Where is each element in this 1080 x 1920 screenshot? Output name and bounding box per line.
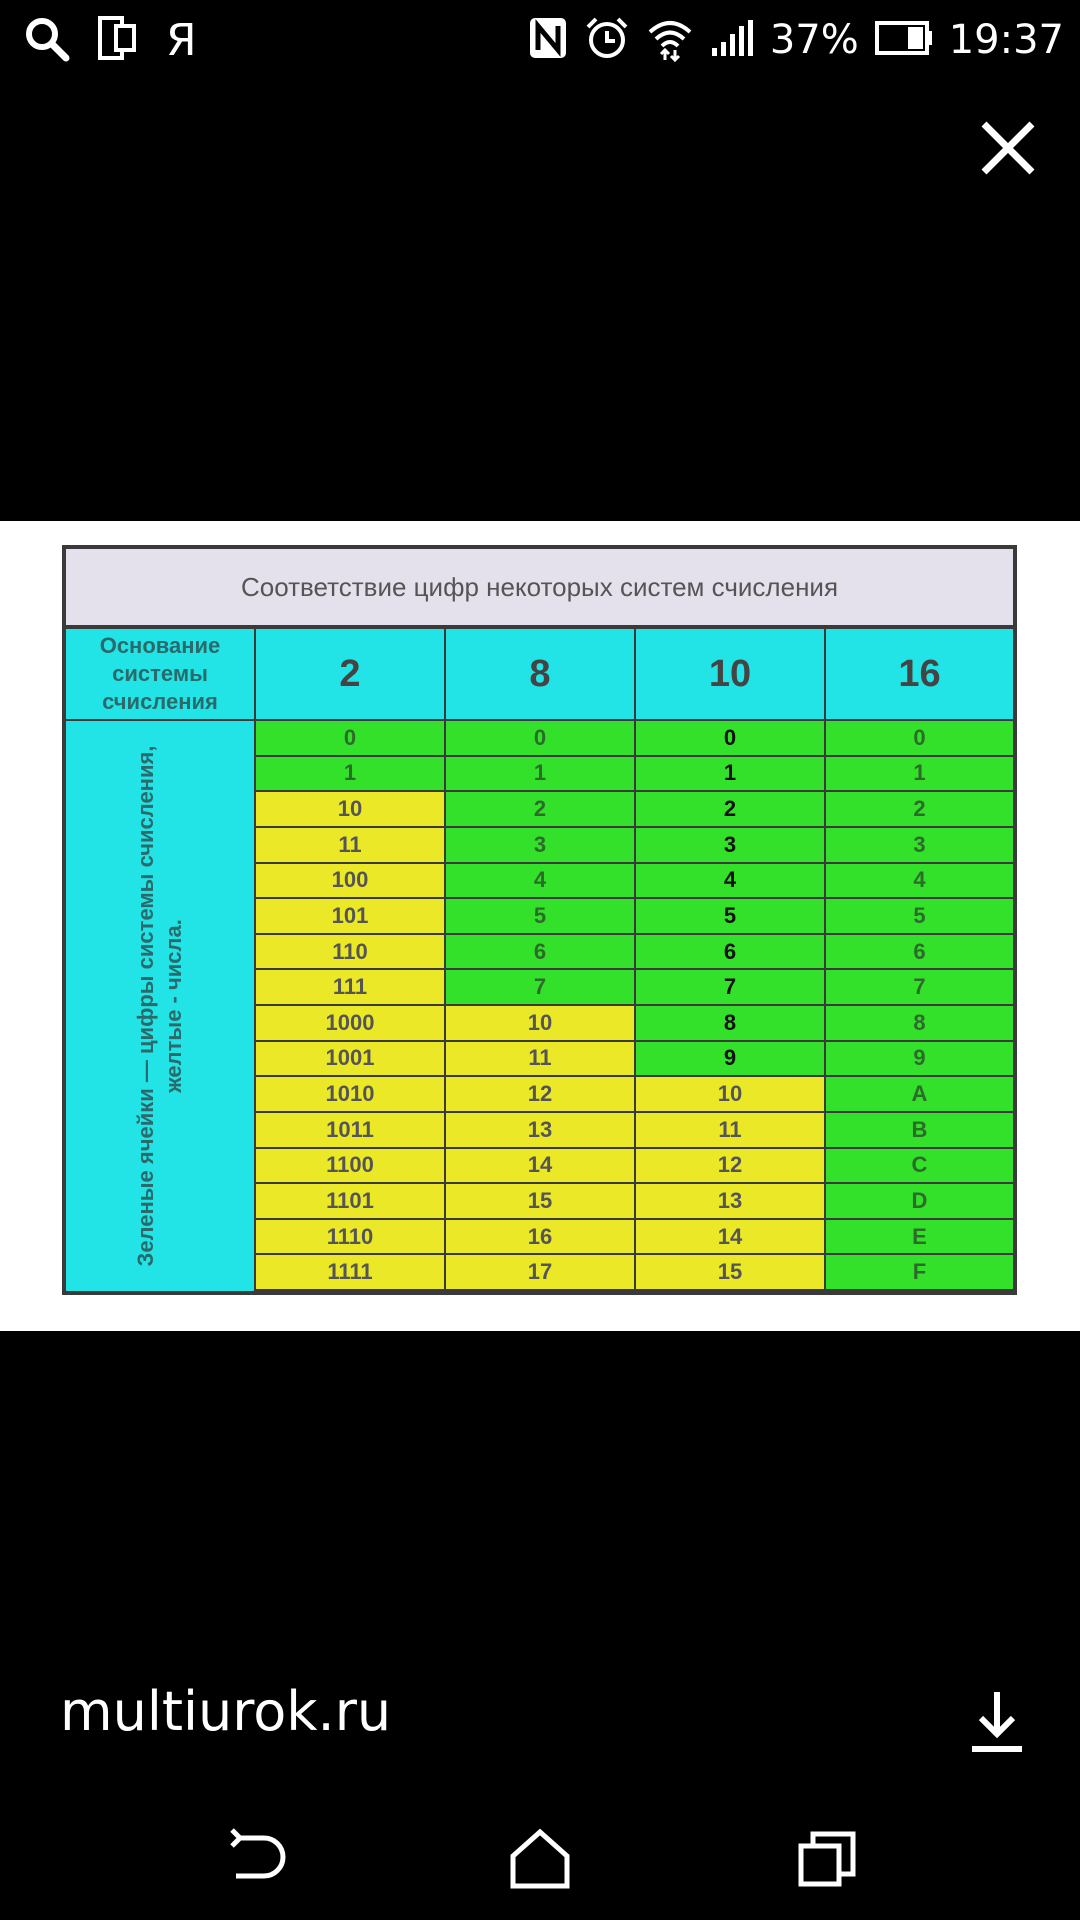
table-cell-base-16: A [826,1077,1013,1113]
number-systems-table [62,545,1017,1295]
table-cell-base-2: 101 [256,899,446,935]
table-cell-base-2: 11 [256,828,446,864]
table-cell-base-16: 6 [826,935,1013,971]
clock: 19:37 [948,17,1064,63]
table-cell-base-2: 100 [256,864,446,900]
base-10-header: 10 [636,629,826,721]
side-note: Зеленые ячейки — цифры системы счисления, желтые - числа. [133,745,186,1267]
table-cell-base-10: 3 [636,828,826,864]
table-cell-base-10: 13 [636,1184,826,1220]
table-title: Соответствие цифр некоторых систем счисления [66,549,1013,629]
search-icon[interactable] [22,14,70,66]
table-cell-base-10: 4 [636,864,826,900]
table-cell-base-2: 1110 [256,1220,446,1256]
home-button[interactable] [505,1824,575,1894]
navigation-bar [0,1800,1080,1920]
table-cell-base-10: 10 [636,1077,826,1113]
side-note-cell [66,721,256,1291]
signal-icon [710,18,754,62]
table-cell-base-8: 1 [446,757,636,793]
table-cell-base-16: 9 [826,1042,1013,1078]
table-cell-base-8: 11 [446,1042,636,1078]
image-preview[interactable] [0,521,1080,1331]
table-cell-base-8: 10 [446,1006,636,1042]
table-cell-base-10: 14 [636,1220,826,1256]
alarm-icon [584,15,630,65]
dual-screen-icon [98,16,138,64]
home-icon [505,1824,575,1894]
table-cell-base-16: 7 [826,970,1013,1006]
table-grid [66,629,1013,1291]
source-domain[interactable]: multiurok.ru [60,1680,392,1743]
table-cell-base-10: 5 [636,899,826,935]
table-cell-base-2: 1111 [256,1255,446,1291]
back-icon [218,1824,288,1894]
recents-button[interactable] [793,1824,863,1894]
table-cell-base-2: 1010 [256,1077,446,1113]
table-cell-base-10: 6 [636,935,826,971]
table-cell-base-10: 12 [636,1149,826,1185]
table-cell-base-16: E [826,1220,1013,1256]
table-cell-base-10: 2 [636,792,826,828]
table-cell-base-10: 0 [636,721,826,757]
table-cell-base-8: 4 [446,864,636,900]
table-cell-base-2: 111 [256,970,446,1006]
table-cell-base-16: F [826,1255,1013,1291]
table-cell-base-8: 13 [446,1113,636,1149]
close-icon [972,112,1044,184]
close-button[interactable] [972,112,1044,184]
table-cell-base-16: 3 [826,828,1013,864]
table-cell-base-10: 15 [636,1255,826,1291]
nfc-icon [528,16,568,64]
table-cell-base-10: 7 [636,970,826,1006]
table-cell-base-2: 1 [256,757,446,793]
yandex-icon: Я [166,14,197,66]
table-cell-base-10: 8 [636,1006,826,1042]
base-8-header: 8 [446,629,636,721]
table-cell-base-2: 1101 [256,1184,446,1220]
table-cell-base-8: 3 [446,828,636,864]
table-cell-base-16: 8 [826,1006,1013,1042]
table-cell-base-10: 1 [636,757,826,793]
table-cell-base-8: 0 [446,721,636,757]
table-cell-base-2: 1011 [256,1113,446,1149]
table-cell-base-16: 4 [826,864,1013,900]
battery-percent: 37% [769,17,859,63]
table-cell-base-16: B [826,1113,1013,1149]
table-cell-base-2: 1000 [256,1006,446,1042]
table-cell-base-8: 14 [446,1149,636,1185]
base-16-header: 16 [826,629,1013,721]
back-button[interactable] [218,1824,288,1894]
table-cell-base-8: 15 [446,1184,636,1220]
recents-icon [793,1824,863,1894]
download-button[interactable] [966,1688,1028,1756]
table-cell-base-8: 6 [446,935,636,971]
table-cell-base-16: 2 [826,792,1013,828]
table-cell-base-2: 1100 [256,1149,446,1185]
table-cell-base-16: D [826,1184,1013,1220]
table-cell-base-2: 10 [256,792,446,828]
table-cell-base-10: 11 [636,1113,826,1149]
table-cell-base-8: 16 [446,1220,636,1256]
table-cell-base-2: 1001 [256,1042,446,1078]
table-cell-base-8: 2 [446,792,636,828]
download-icon [966,1688,1028,1756]
table-cell-base-8: 7 [446,970,636,1006]
table-cell-base-16: C [826,1149,1013,1185]
battery-icon [875,21,933,59]
table-cell-base-2: 110 [256,935,446,971]
wifi-icon [646,14,694,66]
table-cell-base-2: 0 [256,721,446,757]
table-cell-base-8: 17 [446,1255,636,1291]
table-cell-base-16: 5 [826,899,1013,935]
status-bar [0,0,1080,78]
table-cell-base-8: 5 [446,899,636,935]
table-cell-base-8: 12 [446,1077,636,1113]
table-cell-base-16: 1 [826,757,1013,793]
base-2-header: 2 [256,629,446,721]
table-cell-base-10: 9 [636,1042,826,1078]
base-header: Основание системы счисления [66,629,256,721]
table-cell-base-16: 0 [826,721,1013,757]
